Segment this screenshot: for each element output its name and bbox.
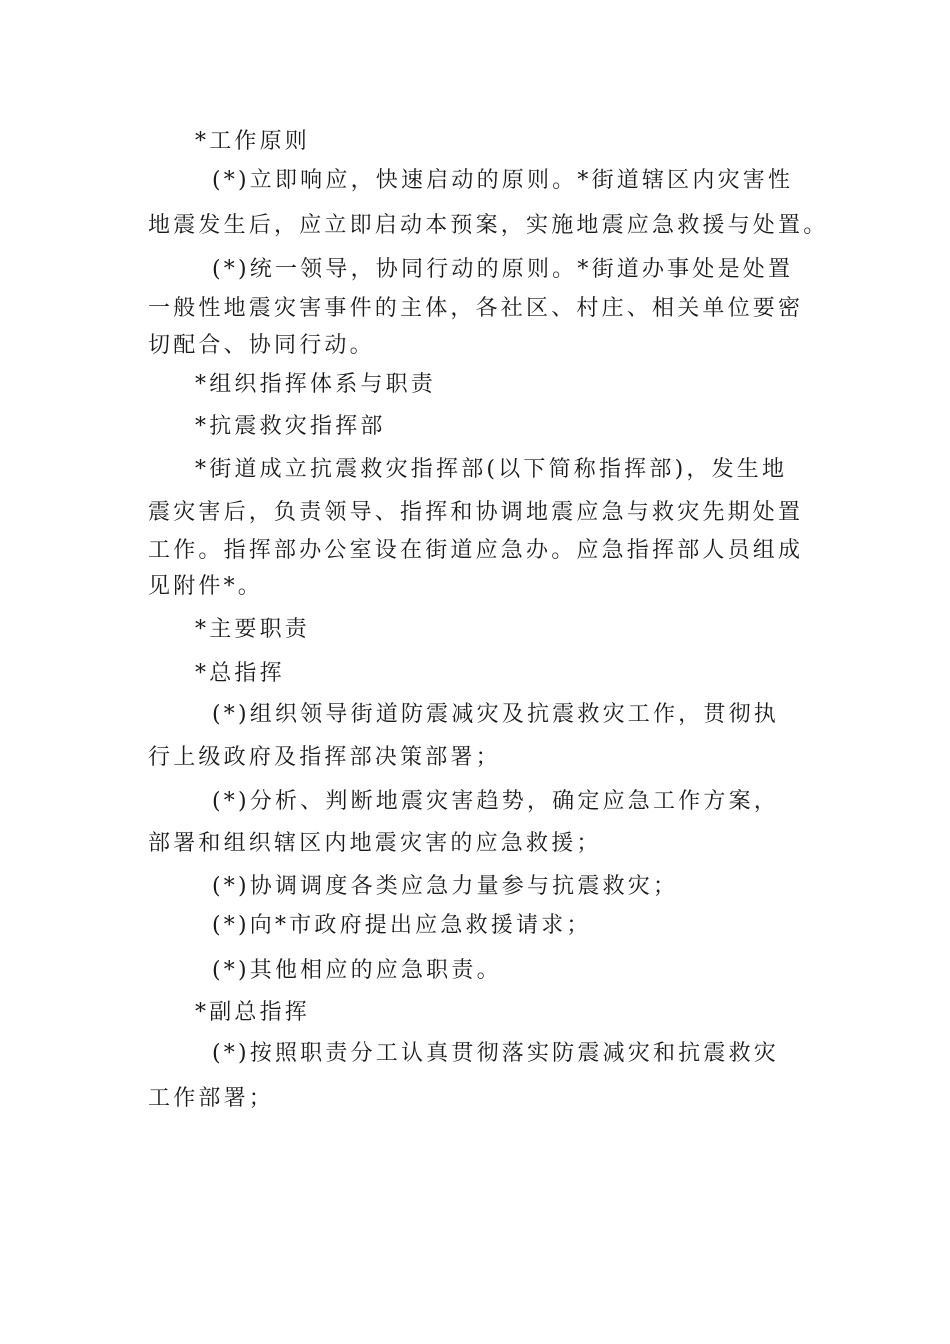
section-heading-work-principles: *工作原则: [195, 129, 311, 154]
paragraph-line: (*)组织领导街道防震减灾及抗震救灾工作，贯彻执: [212, 702, 779, 727]
section-heading-commander: *总指挥: [195, 661, 285, 686]
paragraph-line: (*)统一领导，协同行动的原则。*街道办事处是处置: [212, 257, 794, 282]
section-heading-command-system: *组织指挥体系与职责: [195, 372, 437, 397]
section-heading-deputy-commander: *副总指挥: [195, 1000, 311, 1025]
paragraph-line: 地震发生后，应立即启动本预案，实施地震应急救援与处置。: [148, 213, 829, 238]
paragraph-line: (*)立即响应，快速启动的原则。*街道辖区内灾害性: [212, 168, 794, 193]
paragraph-line: (*)按照职责分工认真贯彻落实防震减灾和抗震救灾: [212, 1041, 779, 1066]
paragraph-line: *街道成立抗震救灾指挥部(以下简称指挥部)，发生地: [195, 457, 788, 482]
paragraph-line: (*)分析、判断地震灾害趋势，确定应急工作方案，: [212, 789, 779, 814]
paragraph-line: (*)协调调度各类应急力量参与抗震救灾；: [212, 874, 679, 899]
paragraph-line: 工作部署；: [148, 1086, 275, 1111]
paragraph-line: 工作。指挥部办公室设在街道应急办。应急指挥部人员组成: [148, 538, 804, 563]
paragraph-line: 行上级政府及指挥部决策部署；: [148, 745, 501, 770]
paragraph-line: (*)向*市政府提出应急救援请求；: [212, 913, 592, 938]
paragraph-line: (*)其他相应的应急职责。: [212, 958, 502, 983]
section-heading-main-duties: *主要职责: [195, 617, 311, 642]
paragraph-line: 见附件*。: [148, 574, 264, 599]
paragraph-line: 震灾害后，负责领导、指挥和协调地震应急与救灾先期处置: [148, 500, 804, 525]
paragraph-line: 切配合、协同行动。: [148, 333, 375, 358]
paragraph-line: 一般性地震灾害事件的主体，各社区、村庄、相关单位要密: [148, 296, 804, 321]
paragraph-line: 部署和组织辖区内地震灾害的应急救援；: [148, 831, 602, 856]
section-heading-hq: *抗震救灾指挥部: [195, 414, 386, 439]
